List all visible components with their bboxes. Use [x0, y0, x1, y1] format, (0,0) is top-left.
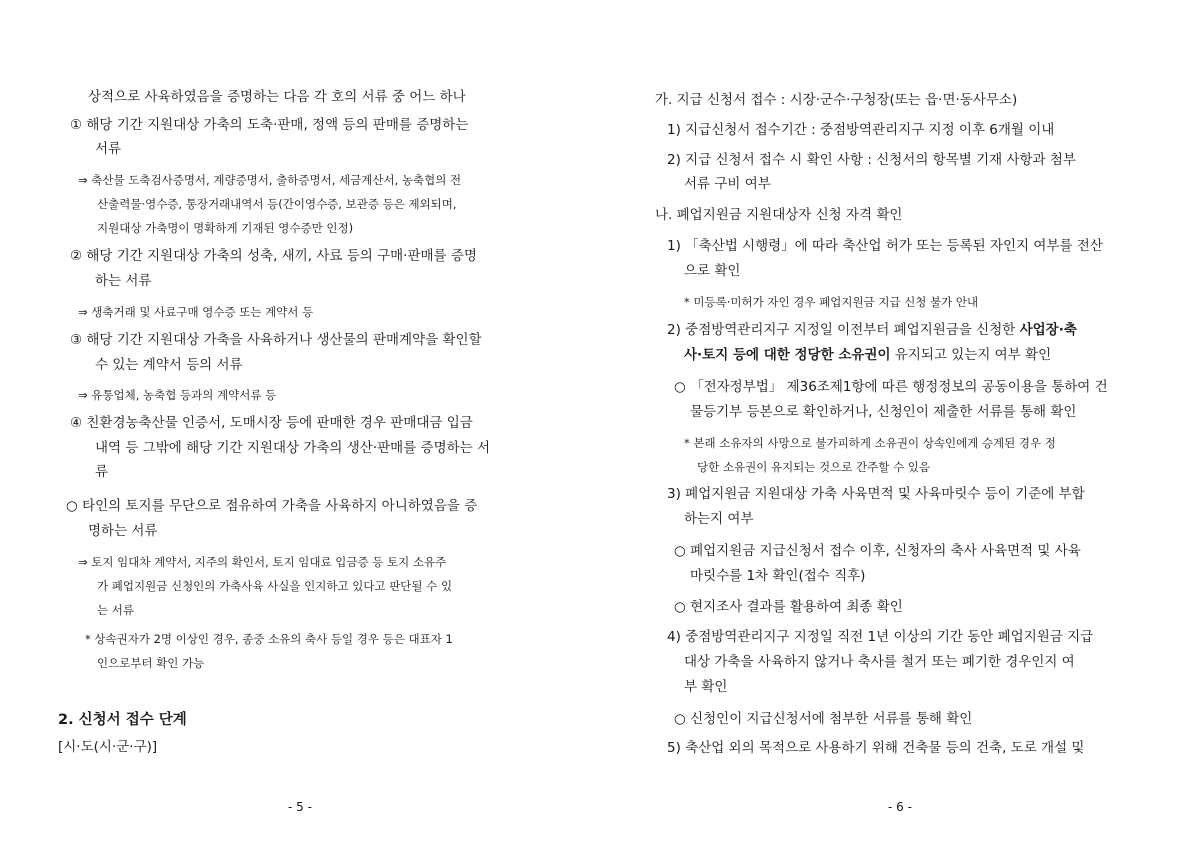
right-page: [600, 0, 1200, 848]
arrow-note-cont: 는 서류: [97, 603, 134, 617]
footnote-cont: 당한 소유권이 유지되는 것으로 간주할 수 있음: [697, 460, 931, 474]
section-subheading: [시·도(시·군·구)]: [58, 739, 158, 755]
bullet-item: ○ 현지조사 결과를 활용하여 최종 확인: [674, 599, 903, 615]
numbered-item-1: ① 해당 기간 지원대상 가축의 도축·판매, 정액 등의 판매를 증명하는: [70, 117, 469, 133]
section-heading: 2. 신청서 접수 단계: [58, 712, 187, 728]
arrow-note: ⇒ 유통업체, 농축협 등과의 계약서류 등: [78, 388, 277, 402]
page-number: - 6 -: [888, 800, 912, 814]
numbered-item-1: 1) 지급신청서 접수기간 : 중점방역관리지구 지정 이후 6개월 이내: [667, 122, 1055, 138]
numbered-item-5: 5) 축산업 외의 목적으로 사용하기 위해 건축물 등의 건축, 도로 개설 및: [667, 740, 1085, 756]
numbered-item-1-cont: 서류: [95, 141, 122, 157]
footnote: * 본래 소유자의 사망으로 불가피하게 소유권이 상속인에게 승계된 경우 정: [684, 436, 1056, 450]
arrow-note-cont: 가 폐업지원금 신청인의 가축사육 사실을 인지하고 있다고 판단될 수 있: [97, 579, 453, 593]
numbered-item-2-cont: 사·토지 등에 대한 정당한 소유권이 유지되고 있는지 여부 확인: [684, 347, 1052, 363]
numbered-item-4: 4) 중점방역관리지구 지정일 직전 1년 이상의 기간 동안 폐업지원금 지급: [667, 629, 1094, 645]
arrow-note-cont: 지원대상 가축명이 명확하게 기재된 영수증만 인정): [97, 221, 354, 235]
subsection-heading: 나. 폐업지원금 지원대상자 신청 자격 확인: [655, 207, 903, 223]
bullet-item-cont: 물등기부 등본으로 확인하거나, 신청인이 제출한 서류를 통해 확인: [690, 404, 1077, 420]
numbered-item-2: ② 해당 기간 지원대상 가축의 성축, 새끼, 사료 등의 구매·판매를 증명: [70, 248, 477, 264]
arrow-note: ⇒ 생축거래 및 사료구매 영수증 또는 계약서 등: [78, 305, 314, 319]
bullet-item-cont: 명하는 서류: [88, 523, 158, 539]
numbered-item-3-cont: 하는지 여부: [684, 511, 754, 527]
subsection-heading: 가. 지급 신청서 접수 : 시장·군수·구청장(또는 읍·면·동사무소): [655, 92, 1018, 108]
arrow-note-cont: 산출력물·영수증, 통장거래내역서 등(간이영수증, 보관증 등은 제외되며,: [97, 197, 457, 211]
numbered-item-4-cont: 대상 가축을 사육하지 않거나 축사를 철거 또는 폐기한 경우인지 여: [684, 654, 1075, 670]
footnote: * 미등록·미허가 자인 경우 폐업지원금 지급 신청 불가 안내: [684, 295, 979, 309]
numbered-item-2-cont: 하는 서류: [95, 273, 152, 289]
arrow-note: ⇒ 토지 임대차 계약서, 지주의 확인서, 토지 임대료 입금증 등 토지 소유주: [78, 555, 447, 569]
numbered-item-3-cont: 수 있는 계약서 등의 서류: [95, 357, 243, 373]
bullet-item: ○ 「전자정부법」 제36조제1항에 따른 행정정보의 공동이용을 통하여 건: [674, 379, 1108, 395]
bullet-item: ○ 타인의 토지를 무단으로 점유하여 가축을 사육하지 아니하였음을 증: [66, 498, 478, 514]
body-text-line: 상적으로 사육하였음을 증명하는 다음 각 호의 서류 중 어느 하나: [88, 89, 466, 105]
numbered-item-4-cont: 류: [95, 464, 109, 480]
numbered-item-1-cont: 으로 확인: [684, 263, 741, 279]
numbered-item-4-cont: 내역 등 그밖에 해당 기간 지원대상 가축의 생산·판매를 증명하는 서: [95, 440, 491, 456]
bullet-item: ○ 신청인이 지급신청서에 첨부한 서류를 통해 확인: [674, 711, 973, 727]
page-number: - 5 -: [288, 800, 312, 814]
numbered-item-3: ③ 해당 기간 지원대상 가축을 사육하거나 생산물의 판매계약을 확인할: [70, 332, 482, 348]
numbered-item-2-cont: 서류 구비 여부: [684, 176, 771, 192]
numbered-item-4-cont: 부 확인: [684, 679, 728, 695]
numbered-item-2: 2) 지급 신청서 접수 시 확인 사항 : 신청서의 항목별 기재 사항과 첨부: [667, 152, 1076, 168]
footnote: * 상속권자가 2명 이상인 경우, 종중 소유의 축사 등일 경우 등은 대표자 1: [85, 632, 453, 646]
bullet-item-cont: 마릿수를 1차 확인(접수 직후): [690, 568, 866, 584]
footnote-cont: 인으로부터 확인 가능: [97, 656, 205, 670]
bullet-item: ○ 폐업지원금 지급신청서 접수 이후, 신청자의 축사 사육면적 및 사육: [674, 543, 1081, 559]
numbered-item-3: 3) 폐업지원금 지원대상 가축 사육면적 및 사육마릿수 등이 기준에 부합: [667, 486, 1085, 502]
arrow-note: ⇒ 축산물 도축검사증명서, 계량증명서, 출하증명서, 세금계산서, 농축협의 전: [78, 173, 462, 187]
numbered-item-2: 2) 중점방역관리지구 지정일 이전부터 폐업지원금을 신청한 사업장·축: [667, 322, 1077, 338]
numbered-item-1: 1) 「축산법 시행령」에 따라 축산업 허가 또는 등록된 자인지 여부를 전산: [667, 238, 1103, 254]
numbered-item-4: ④ 친환경농축산물 인증서, 도매시장 등에 판매한 경우 판매대금 입금: [70, 415, 473, 431]
